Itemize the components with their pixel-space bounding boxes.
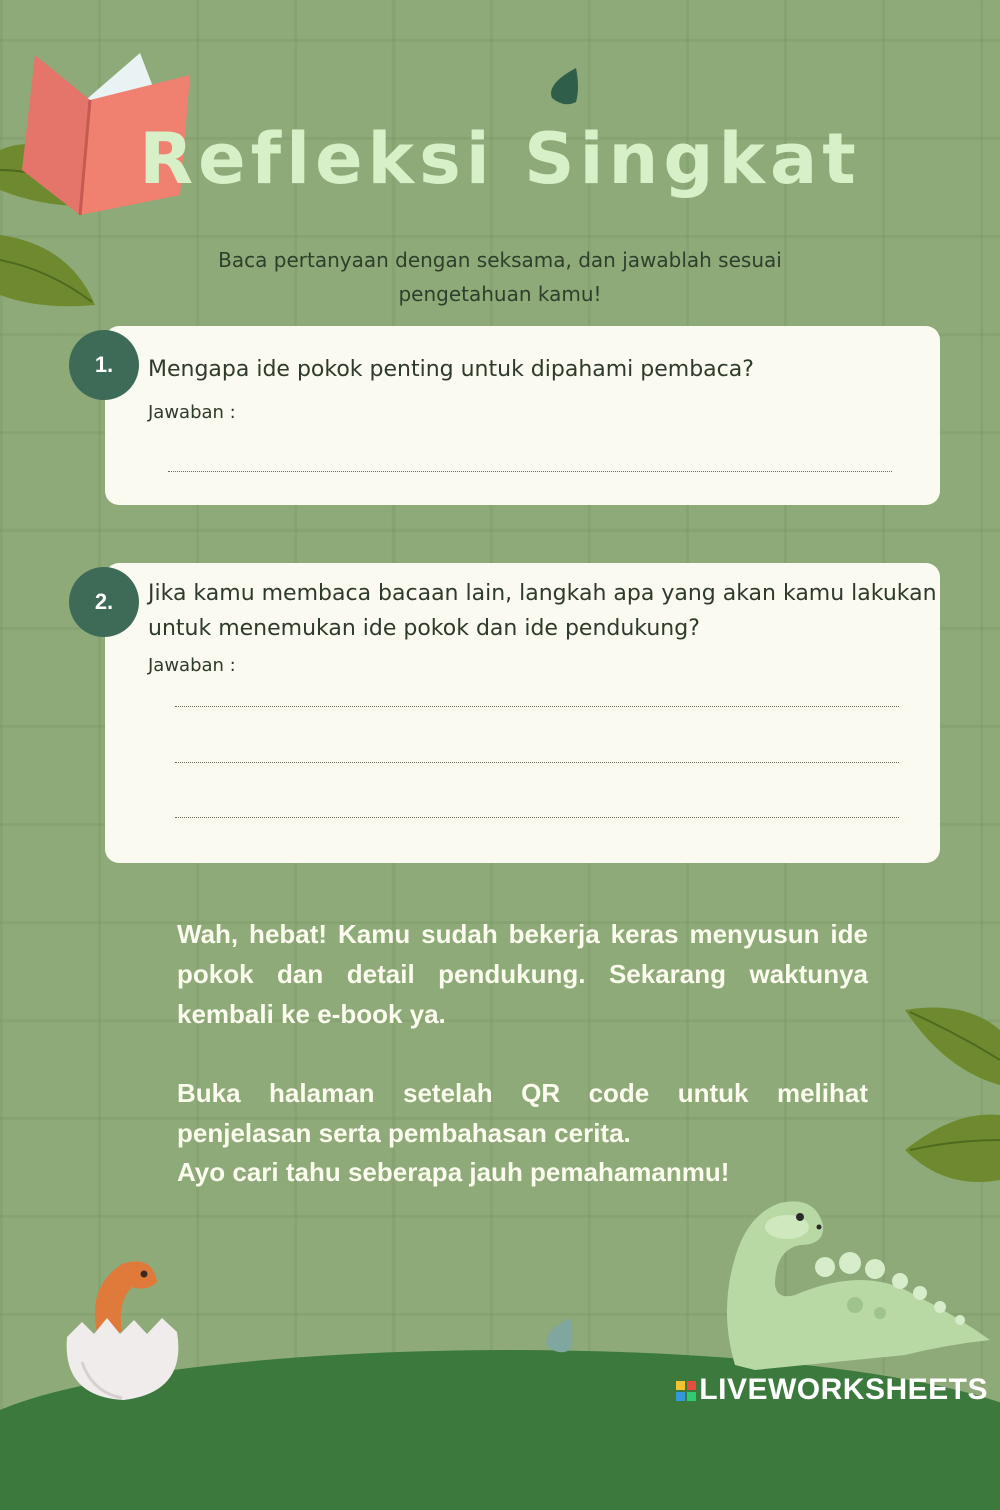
answer-label: Jawaban : (148, 402, 236, 423)
watermark-text: LIVEWORKSHEETS (699, 1373, 988, 1406)
closing-paragraph: Ayo cari tahu seberapa jauh pemahamanmu! (177, 1157, 730, 1187)
question-text: Mengapa ide pokok penting untuk dipahami pembaca? (148, 357, 754, 382)
answer-line[interactable] (175, 762, 899, 763)
question-number-badge: 2. (69, 567, 139, 637)
question-text: Jika kamu membaca bacaan lain, langkah apa yang akan kamu lakukan untuk menemukan ide pokok dan ide pendukung? (148, 581, 937, 641)
closing-paragraph: Buka halaman setelah QR code untuk melihat penjelasan serta pembahasan cerita. (177, 1078, 868, 1148)
question-number-badge: 1. (69, 330, 139, 400)
liveworksheets-watermark (675, 1373, 988, 1407)
answer-line[interactable] (175, 817, 899, 818)
teardrop-decoration (546, 68, 582, 106)
baby-dinosaur-egg-illustration (62, 1252, 187, 1402)
closing-paragraph: Wah, hebat! Kamu sudah bekerja keras menyusun ide pokok dan detail pendukung. Sekarang waktunya kembali ke e-book ya. (177, 919, 868, 1029)
teardrop-decoration (542, 1318, 576, 1354)
answer-line[interactable] (175, 706, 899, 707)
leaf-decoration-right-top (905, 1000, 1000, 1090)
instruction-text: Baca pertanyaan dengan seksama, dan jawablah sesuai pengetahuan kamu! (218, 248, 782, 306)
answer-line[interactable] (168, 471, 892, 472)
answer-label: Jawaban : (148, 655, 236, 676)
page-title: Refleksi Singkat (139, 118, 861, 200)
leaf-decoration-right (905, 1110, 1000, 1200)
dinosaur-illustration (715, 1195, 1000, 1375)
liveworksheets-logo-icon (675, 1380, 699, 1402)
leaf-decoration-left (0, 230, 100, 320)
